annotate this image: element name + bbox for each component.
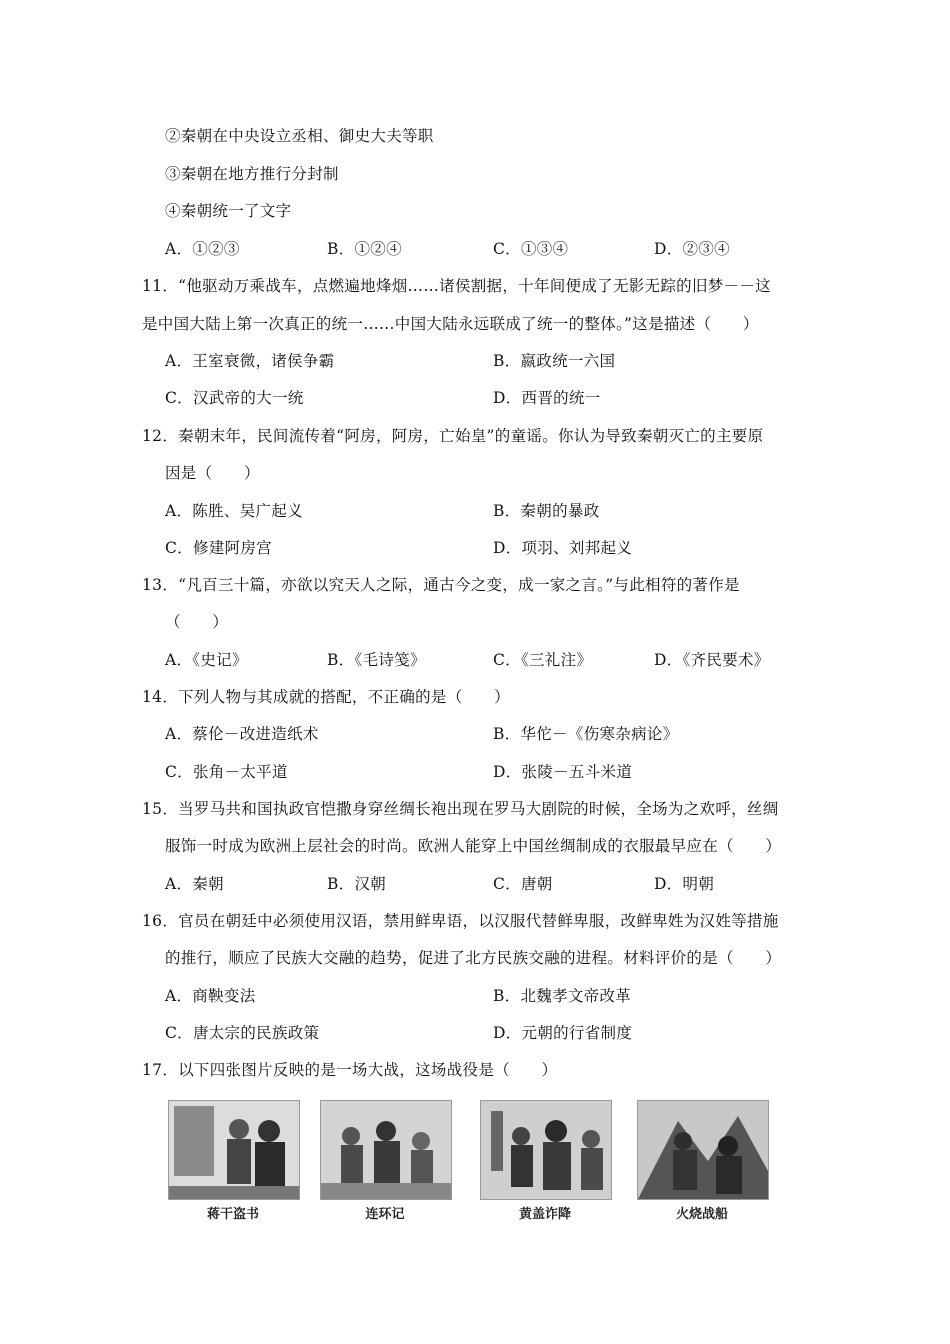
battle-caption-3: 黄盖诈降 <box>518 1207 571 1222</box>
q10-item-3: ③秦朝在地方推行分封制 <box>165 165 339 183</box>
q16-stem-line2: 的推行，顺应了民族大交融的趋势，促进了北方民族交融的进程。材料评价的是（ ） <box>165 949 782 967</box>
battle-image-1 <box>168 1100 300 1200</box>
q16-option-b[interactable]: B．北魏孝文帝改革 <box>493 987 632 1005</box>
q11-option-c[interactable]: C．汉武帝的大一统 <box>165 389 304 407</box>
q12-stem-line1: 12．秦朝末年，民间流传着“阿房，阿房，亡始皇”的童谣。你认为导致秦朝灭亡的主要原 <box>142 427 764 445</box>
q13-option-b[interactable]: B．《毛诗笺》 <box>327 651 426 669</box>
q12-option-b[interactable]: B．秦朝的暴政 <box>493 502 600 520</box>
q11-option-d[interactable]: D．西晋的统一 <box>493 389 601 407</box>
battle-caption-4: 火烧战船 <box>675 1207 728 1222</box>
q14-option-a[interactable]: A．蔡伦－改进造纸术 <box>165 725 319 743</box>
q12-option-a[interactable]: A．陈胜、吴广起义 <box>165 502 303 520</box>
q13-stem-line1: 13．“凡百三十篇，亦欲以究天人之际，通古今之变，成一家之言。”与此相符的著作是 <box>142 576 740 594</box>
q12-option-c[interactable]: C．修建阿房宫 <box>165 539 272 557</box>
battle-image-3 <box>480 1100 612 1200</box>
q16-stem-line1: 16．官员在朝廷中必须使用汉语，禁用鲜卑语，以汉服代替鲜卑服，改鲜卑姓为汉姓等措施 <box>142 912 779 930</box>
q11-option-a[interactable]: A．王室衰微，诸侯争霸 <box>165 352 335 370</box>
battle-caption-2: 连环记 <box>365 1207 405 1222</box>
q14-option-d[interactable]: D．张陵－五斗米道 <box>493 763 633 781</box>
q13-stem-line2: （ ） <box>165 613 229 631</box>
q14-option-b[interactable]: B．华佗－《伤寒杂病论》 <box>493 725 679 743</box>
q15-option-b[interactable]: B．汉朝 <box>327 875 387 893</box>
q15-option-a[interactable]: A．秦朝 <box>165 875 224 893</box>
q15-option-c[interactable]: C．唐朝 <box>493 875 553 893</box>
q10-option-b[interactable]: B．①②④ <box>327 240 402 258</box>
q15-stem-line2: 服饰一时成为欧洲上层社会的时尚。欧洲人能穿上中国丝绸制成的衣服最早应在（ ） <box>165 837 782 855</box>
q12-stem-line2: 因是（ ） <box>165 464 260 482</box>
q17-stem: 17．以下四张图片反映的是一场大战，这场战役是（ ） <box>142 1061 558 1079</box>
q14-option-c[interactable]: C．张角－太平道 <box>165 763 288 781</box>
q11-stem-line1: 11．“他驱动万乘战车，点燃遍地烽烟……诸侯割据，十年间便成了无影无踪的旧梦－－这 <box>142 277 771 295</box>
q15-option-d[interactable]: D．明朝 <box>654 875 715 893</box>
q11-option-b[interactable]: B．嬴政统一六国 <box>493 352 616 370</box>
q10-option-d[interactable]: D．②③④ <box>654 240 730 258</box>
q14-stem: 14．下列人物与其成就的搭配，不正确的是（ ） <box>142 688 510 706</box>
q13-option-d[interactable]: D．《齐民要术》 <box>654 651 770 669</box>
battle-caption-1: 蒋干盗书 <box>206 1207 259 1222</box>
q16-option-c[interactable]: C．唐太宗的民族政策 <box>165 1024 320 1042</box>
q10-item-4: ④秦朝统一了文字 <box>165 202 292 220</box>
q16-option-d[interactable]: D．元朝的行省制度 <box>493 1024 633 1042</box>
q10-option-c[interactable]: C．①③④ <box>493 240 569 258</box>
q10-option-a[interactable]: A．①②③ <box>165 240 240 258</box>
battle-image-4 <box>637 1100 769 1200</box>
q16-option-a[interactable]: A．商鞅变法 <box>165 987 256 1005</box>
q11-stem-line2: 是中国大陆上第一次真正的统一……中国大陆永远联成了统一的整体。”这是描述（ ） <box>142 315 759 333</box>
q10-item-2: ②秦朝在中央设立丞相、御史大夫等职 <box>165 127 434 145</box>
q12-option-d[interactable]: D．项羽、刘邦起义 <box>493 539 633 557</box>
battle-image-2 <box>320 1100 452 1200</box>
q13-option-c[interactable]: C．《三礼注》 <box>493 651 593 669</box>
q13-option-a[interactable]: A．《史记》 <box>165 651 248 669</box>
q15-stem-line1: 15．当罗马共和国执政官恺撒身穿丝绸长袍出现在罗马大剧院的时候，全场为之欢呼，丝绸 <box>142 800 779 818</box>
